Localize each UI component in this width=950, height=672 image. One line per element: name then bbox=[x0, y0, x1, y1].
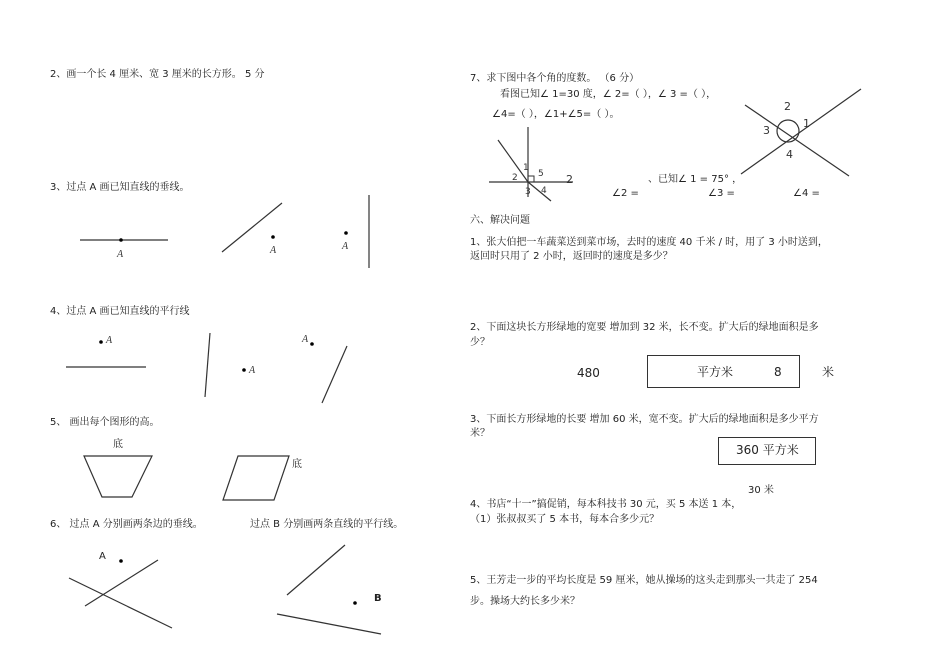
angle-fig-2-circle bbox=[777, 120, 799, 142]
question-4: 4、过点 A 画已知直线的平行线 bbox=[50, 306, 190, 317]
question-5: 5、 画出每个图形的高。 bbox=[50, 417, 160, 428]
q3-label-a-3: A bbox=[342, 241, 349, 252]
problem-3-line-2: 米？ bbox=[470, 428, 490, 439]
label-base-trapezoid: 底 bbox=[113, 439, 123, 450]
angle-label-4: 4 bbox=[541, 186, 547, 196]
angle-label-1: 1 bbox=[523, 163, 529, 173]
problem-2-left-value: 480 bbox=[577, 366, 600, 380]
angle-label-2: 2 bbox=[512, 173, 518, 183]
question-7-line-1: 看图已知∠ 1=30 度，∠ 2=（ ），∠ 3 =（ ）， bbox=[500, 89, 717, 100]
angle-label-2-right: 2 bbox=[566, 173, 573, 186]
q4-label-a-3: A bbox=[302, 334, 309, 345]
angle-fig-2-label-3: 3 bbox=[763, 124, 770, 137]
problem-2-box-label: 平方米 bbox=[697, 365, 734, 379]
angle-fig-2-label-1: 1 bbox=[803, 117, 810, 130]
question-7: 7、求下图中各个角的度数。 （6 分） bbox=[470, 73, 640, 84]
right-angle-marker bbox=[528, 176, 534, 182]
angle-fig-2-label-2: 2 bbox=[784, 100, 791, 113]
problem-3-box-label: 360 平方米 bbox=[736, 443, 799, 457]
question-6-part-b: 过点 B 分别画两条直线的平行线。 bbox=[250, 519, 404, 530]
problem-1-line-1: 1、张大伯把一车蔬菜送到菜市场，去时的速度 40 千米 / 时，用了 3 小时送到， bbox=[470, 237, 828, 248]
q4-label-a-2: A bbox=[249, 365, 256, 376]
angle-fig-2-line-b bbox=[741, 89, 861, 174]
angle-label-3: 3 bbox=[525, 187, 531, 197]
problem-3-line-1: 3、下面长方形绿地的长要 增加 60 米，宽不变。扩大后的绿地面积是多少平方 bbox=[470, 414, 819, 425]
problem-2-box-number: 8 bbox=[774, 365, 782, 379]
section-6-heading: 六、解决问题 bbox=[470, 215, 530, 226]
problem-5-line-1: 5、王芳走一步的平均长度是 59 厘米，她从操场的这头走到那头一共走了 254 bbox=[470, 575, 818, 586]
problem-2-line-1: 2、下面这块长方形绿地的宽要 增加到 32 米，长不变。扩大后的绿地面积是多 bbox=[470, 322, 819, 333]
problem-1-line-2: 返回时只用了 2 小时，返回时的速度是多少？ bbox=[470, 251, 673, 262]
problem-4-line-2: （1）张叔叔买了 5 本书，每本合多少元？ bbox=[470, 514, 660, 525]
answer-angle-4: ∠4 = bbox=[793, 188, 820, 199]
question-7-known: 、已知∠ 1 = 75° ， bbox=[648, 174, 743, 185]
problem-3-width-label: 30 米 bbox=[748, 485, 774, 496]
question-7-line-2: ∠4=（ ），∠1+∠5=（ ）。 bbox=[492, 109, 620, 120]
problem-5-line-2: 步。操场大约长多少米？ bbox=[470, 596, 580, 607]
point-a-label: A bbox=[99, 551, 106, 562]
problem-2-right-unit: 米 bbox=[822, 365, 835, 379]
point-b-label: B bbox=[374, 593, 382, 604]
angle-label-5: 5 bbox=[538, 169, 544, 179]
q3-label-a-2: A bbox=[270, 245, 277, 256]
angle-fig-1-slant-b bbox=[528, 182, 551, 201]
angle-fig-2-label-4: 4 bbox=[786, 148, 793, 161]
question-2: 2、画一个长 4 厘米、宽 3 厘米的长方形。 5 分 bbox=[50, 69, 265, 80]
question-6-part-a: 6、 过点 A 分别画两条边的垂线。 bbox=[50, 519, 203, 530]
angle-fig-2-line-a bbox=[745, 105, 849, 176]
q3-label-a-1: A bbox=[117, 249, 124, 260]
problem-2-line-2: 少？ bbox=[470, 337, 490, 348]
answer-angle-3: ∠3 = bbox=[708, 188, 735, 199]
answer-angle-2: ∠2 = bbox=[612, 188, 639, 199]
question-3: 3、过点 A 画已知直线的垂线。 bbox=[50, 182, 190, 193]
label-base-parallelogram: 底 bbox=[292, 459, 302, 470]
q4-label-a-1: A bbox=[106, 335, 113, 346]
problem-4-line-1: 4、书店“十一”搞促销，每本科技书 30 元，买 5 本送 1 本， bbox=[470, 499, 742, 510]
